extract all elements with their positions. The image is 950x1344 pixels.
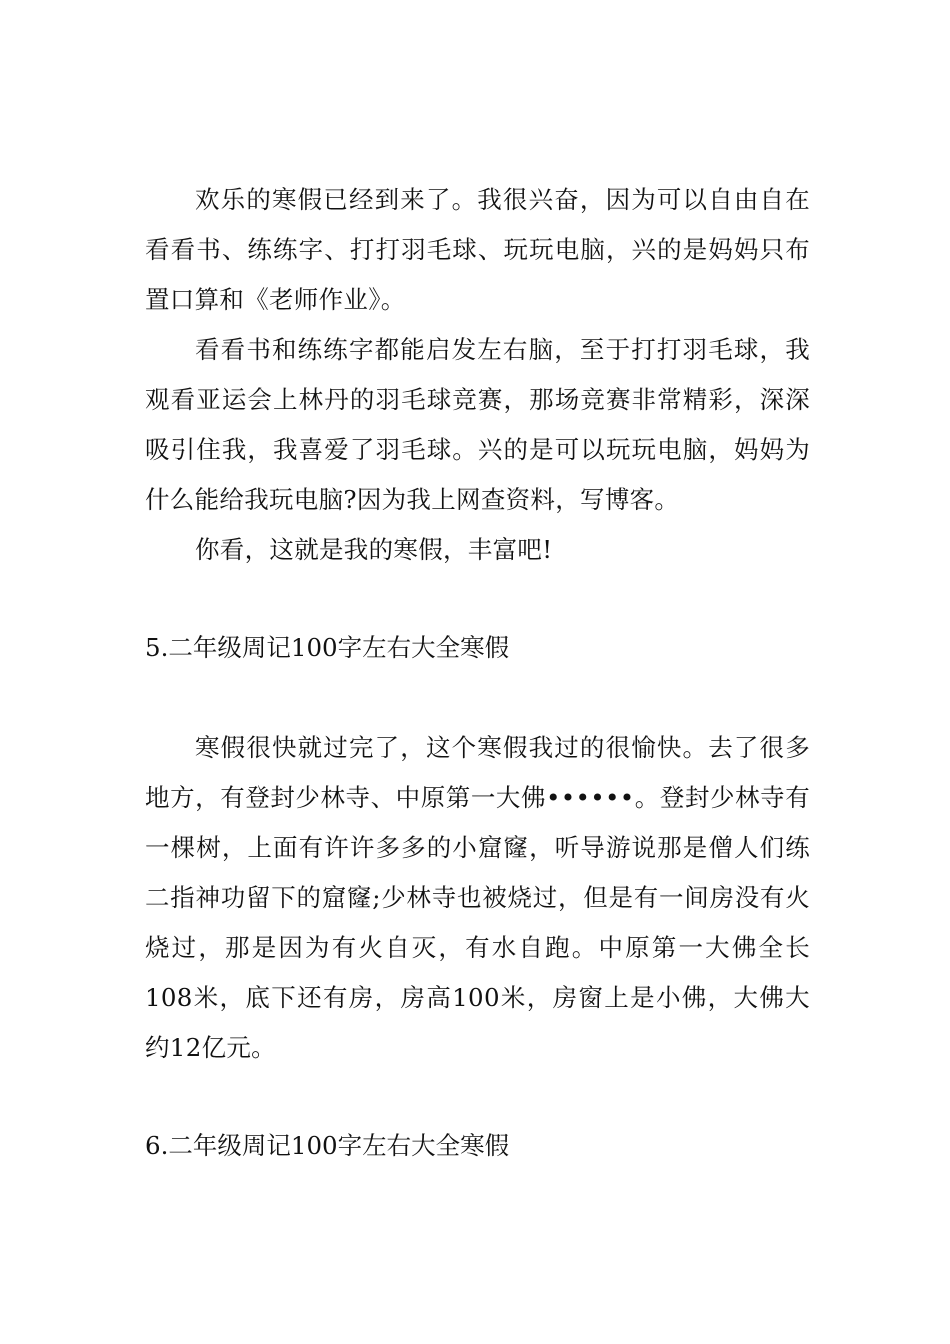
section-heading-6: 6.二年级周记100字左右大全寒假 (145, 1131, 510, 1160)
paragraph: 寒假很快就过完了，这个寒假我过的很愉快。去了很多地方，有登封少林寺、中原第一大佛••••••。登封少林寺有一棵树，上面有许许多多的小窟窿，听导游说那是僧人们练二指神功留下的窟窿;少林寺也被烧过，但是有一间房没有火烧过，那是因为有火自灭，有水自跑。中原第一大佛全长108米，底下还有房，房高100米，房窗上是小佛，大佛大约12亿元。 (145, 733, 810, 1062)
section-heading-5: 5.二年级周记100字左右大全寒假 (145, 633, 510, 662)
essay-section-5 (145, 723, 810, 1073)
paragraph: 欢乐的寒假已经到来了。我很兴奋，因为可以自由自在看看书、练练字、打打羽毛球、玩玩电脑，兴的是妈妈只布置口算和《老师作业》。 (145, 185, 810, 314)
paragraph: 你看，这就是我的寒假，丰富吧! (195, 535, 553, 564)
essay-section-a (145, 175, 810, 575)
paragraph: 看看书和练练字都能启发左右脑，至于打打羽毛球，我观看亚运会上林丹的羽毛球竞赛，那场竞赛非常精彩，深深吸引住我，我喜爱了羽毛球。兴的是可以玩玩电脑，妈妈为什么能给我玩电脑?因为我上网查资料，写博客。 (145, 335, 810, 514)
